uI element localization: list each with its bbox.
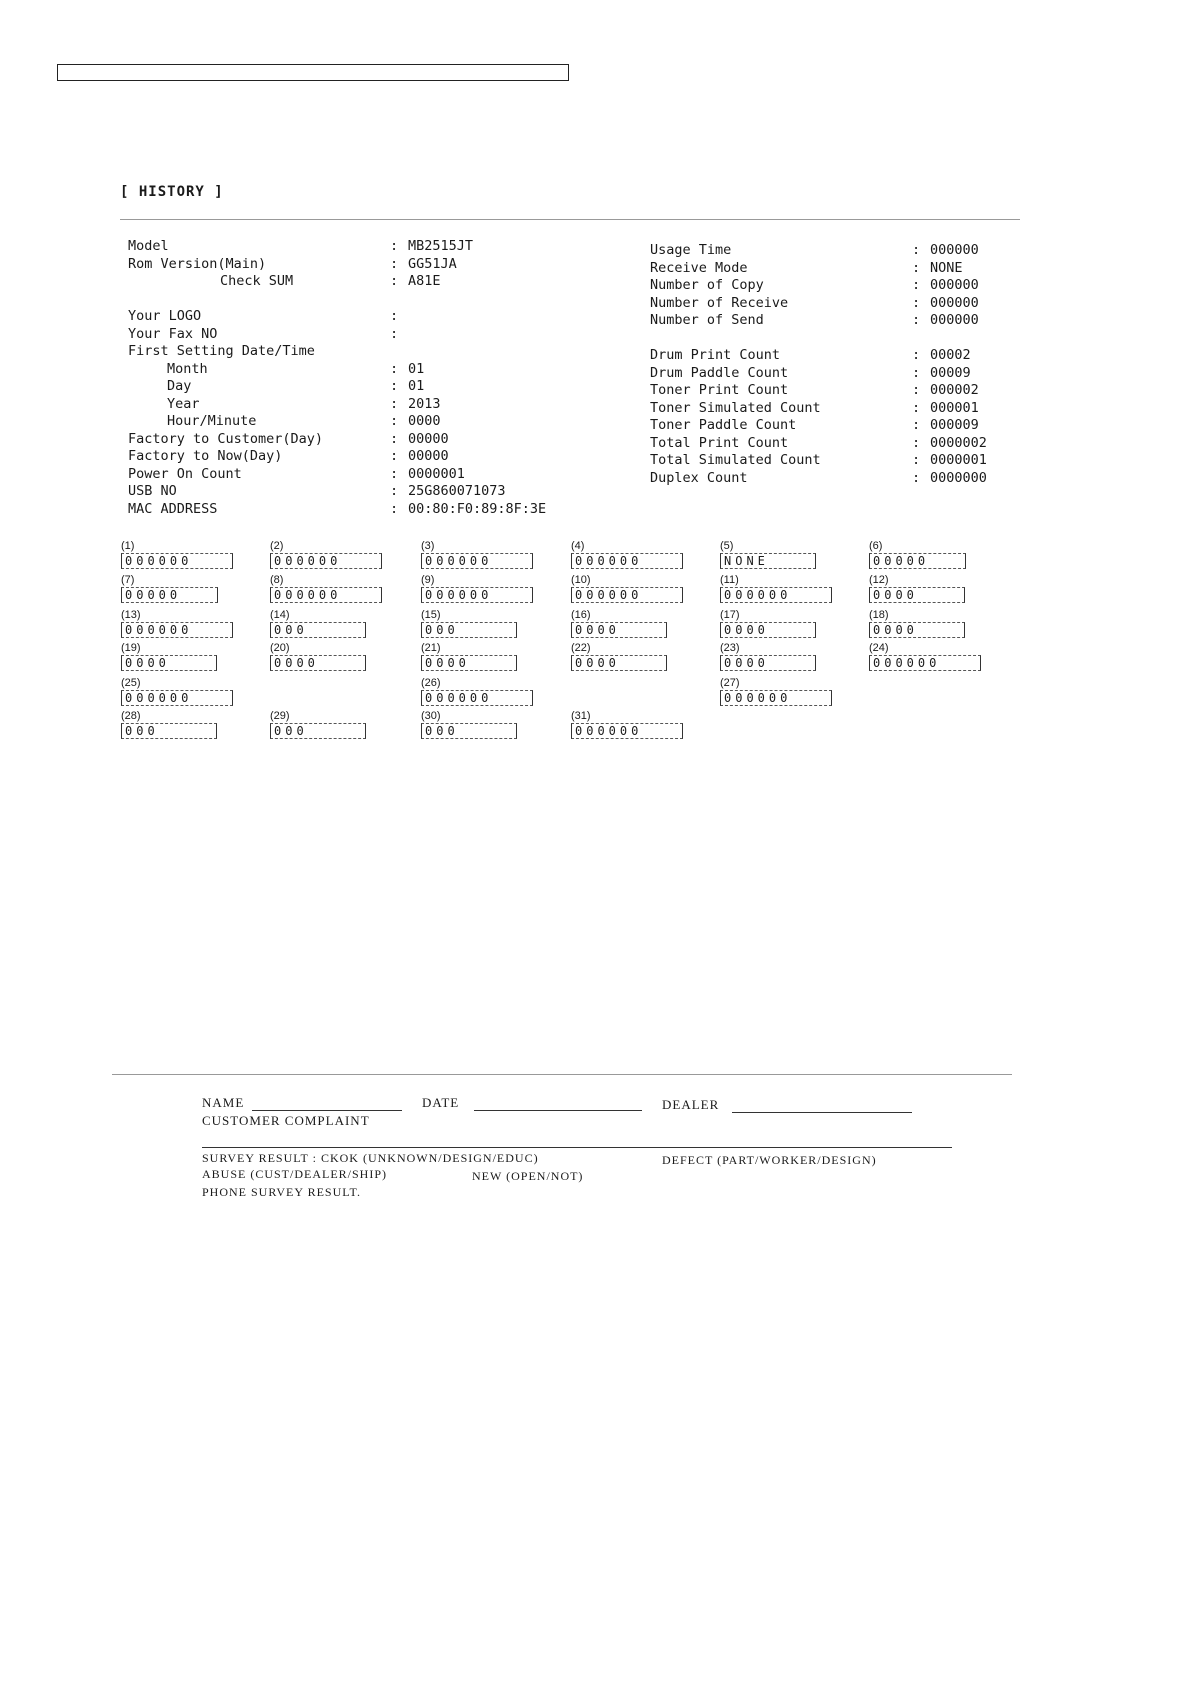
info-colon: : — [912, 294, 921, 311]
counter-cell-value: 00000 — [869, 553, 966, 569]
info-value: 0000 — [408, 413, 441, 429]
info-label: Usage Time — [650, 242, 732, 258]
counter-cell-value: 000000 — [571, 723, 683, 739]
dealer-label: DEALER — [662, 1097, 720, 1112]
info-colon: : — [912, 312, 921, 328]
counter-cell-label: (4) — [571, 540, 585, 552]
complaint-line — [202, 1147, 952, 1148]
counter-cell-value: 000000 — [121, 622, 233, 638]
info-label: Drum Print Count — [650, 347, 781, 363]
new-text: NEW (OPEN/NOT) — [472, 1169, 584, 1183]
info-colon: : — [912, 277, 921, 293]
info-colon: : — [390, 325, 399, 342]
defect-text: DEFECT (PART/WORKER/DESIGN) — [662, 1153, 877, 1167]
counter-cell-label: (26) — [421, 677, 441, 689]
counter-cell-label: (19) — [121, 642, 141, 654]
counter-cell-label: (16) — [571, 609, 591, 621]
info-colon: : — [912, 382, 921, 398]
top-divider — [120, 219, 1020, 220]
info-colon: : — [912, 417, 921, 433]
info-colon: : — [912, 347, 921, 363]
counter-cell-value: 000 — [121, 723, 217, 739]
info-colon: : — [912, 259, 921, 276]
counter-cell-value: 000000 — [571, 553, 683, 569]
info-label: Toner Paddle Count — [650, 417, 797, 433]
info-label: Receive Mode — [650, 259, 748, 276]
info-colon: : — [912, 364, 921, 381]
info-value: 00002 — [930, 347, 971, 363]
info-value: A81E — [408, 273, 441, 289]
info-value: 01 — [408, 378, 425, 394]
counter-cell-label: (31) — [571, 710, 591, 722]
counter-cell-label: (20) — [270, 642, 290, 654]
info-label: Factory to Now(Day) — [128, 448, 283, 464]
info-value: 01 — [408, 360, 425, 377]
info-value: 0000001 — [930, 452, 987, 468]
info-value: 0000001 — [408, 465, 465, 482]
info-colon: : — [390, 308, 399, 324]
counter-cell-label: (29) — [270, 710, 290, 722]
counter-cell-value: 0000 — [421, 655, 517, 671]
date-line — [474, 1110, 642, 1111]
counter-cell-value: 000 — [421, 622, 517, 638]
customer-complaint-label: CUSTOMER COMPLAINT — [202, 1113, 370, 1128]
counter-cell-label: (15) — [421, 609, 441, 621]
info-label: Hour/Minute — [167, 413, 257, 429]
counter-cell-label: (11) — [720, 574, 739, 586]
date-label: DATE — [422, 1095, 460, 1110]
info-colon: : — [390, 273, 399, 289]
info-colon: : — [390, 238, 399, 254]
info-colon: : — [390, 255, 399, 272]
counter-cell-value: 0000 — [720, 622, 816, 638]
counter-cell-value: 000000 — [270, 553, 382, 569]
info-label: Check SUM — [220, 273, 294, 289]
counter-cell-label: (10) — [571, 574, 591, 586]
counter-cell-label: (18) — [869, 609, 889, 621]
info-label: Number of Send — [650, 312, 764, 328]
info-label: Total Simulated Count — [650, 452, 821, 468]
info-label: MAC ADDRESS — [128, 500, 218, 517]
info-value: MB2515JT — [408, 238, 474, 254]
counter-cell-value: NONE — [720, 553, 816, 569]
info-label: Day — [167, 378, 192, 394]
info-label: Rom Version(Main) — [128, 255, 267, 272]
info-label: Duplex Count — [650, 469, 748, 486]
info-value: 00009 — [930, 364, 971, 381]
counter-cell-label: (1) — [121, 540, 135, 552]
info-label: Total Print Count — [650, 434, 789, 451]
counter-cell-value: 000000 — [571, 587, 683, 603]
bottom-divider — [112, 1074, 1012, 1075]
info-value: 0000002 — [930, 434, 987, 451]
info-label: Power On Count — [128, 465, 242, 482]
info-colon: : — [390, 448, 399, 464]
counter-cell-value: 000000 — [421, 587, 533, 603]
info-colon: : — [912, 434, 921, 451]
counter-cell-label: (24) — [869, 642, 889, 654]
info-value: 2013 — [408, 395, 441, 412]
header-box — [57, 64, 569, 81]
info-value: 000000 — [930, 294, 979, 311]
counter-cell-label: (12) — [869, 574, 889, 586]
counter-cell-label: (7) — [121, 574, 135, 586]
counter-cell-label: (30) — [421, 710, 441, 722]
counter-cell-value: 0000 — [121, 655, 217, 671]
counter-cell-value: 0000 — [869, 587, 965, 603]
name-line — [252, 1110, 402, 1111]
info-label: Factory to Customer(Day) — [128, 430, 324, 447]
abuse-text: ABUSE (CUST/DEALER/SHIP) — [202, 1167, 388, 1181]
counter-cell-value: 000000 — [121, 553, 233, 569]
info-colon: : — [390, 430, 399, 447]
info-value: 000001 — [930, 399, 979, 416]
counter-cell-label: (14) — [270, 609, 290, 621]
info-label: Toner Simulated Count — [650, 399, 821, 416]
info-label: Month — [167, 360, 208, 377]
counter-cell-value: 000000 — [720, 587, 832, 603]
counter-cell-value: 000000 — [869, 655, 981, 671]
counter-cell-label: (9) — [421, 574, 435, 586]
counter-cell-value: 0000 — [270, 655, 366, 671]
counter-cell-value: 000 — [270, 723, 366, 739]
info-label: Drum Paddle Count — [650, 364, 789, 381]
info-label: USB NO — [128, 483, 177, 499]
phone-survey-text: PHONE SURVEY RESULT. — [202, 1185, 361, 1199]
info-colon: : — [912, 452, 921, 468]
counter-cell-label: (8) — [270, 574, 284, 586]
counter-cell-label: (25) — [121, 677, 141, 689]
counter-cell-value: 0000 — [720, 655, 816, 671]
info-value: 00000 — [408, 430, 449, 447]
counter-cell-label: (13) — [121, 609, 141, 621]
info-colon: : — [390, 483, 399, 499]
info-value: 0000000 — [930, 469, 987, 486]
counter-cell-label: (27) — [720, 677, 740, 689]
survey-result-text: SURVEY RESULT : CKOK (UNKNOWN/DESIGN/EDUC) — [202, 1151, 539, 1165]
counter-cell-value: 000 — [270, 622, 366, 638]
counter-cell-value: 000000 — [270, 587, 382, 603]
info-value: NONE — [930, 259, 963, 276]
counter-cell-label: (2) — [270, 540, 284, 552]
info-colon: : — [390, 465, 399, 482]
info-value: 000000 — [930, 312, 979, 328]
info-value: 000002 — [930, 382, 979, 398]
counter-cell-value: 0000 — [869, 622, 965, 638]
counter-cell-label: (17) — [720, 609, 740, 621]
info-colon: : — [912, 242, 921, 258]
info-colon: : — [912, 399, 921, 416]
name-label: NAME — [202, 1095, 245, 1110]
info-label: First Setting Date/Time — [128, 343, 315, 359]
counter-cell-label: (22) — [571, 642, 591, 654]
info-label: Number of Copy — [650, 277, 764, 293]
info-colon: : — [390, 360, 399, 377]
info-label: Number of Receive — [650, 294, 789, 311]
counter-cell-label: (21) — [421, 642, 441, 654]
counter-cell-value: 000000 — [421, 553, 533, 569]
info-colon: : — [912, 469, 921, 486]
info-label: Year — [167, 395, 200, 412]
info-value: 00000 — [408, 448, 449, 464]
info-label: Model — [128, 238, 169, 254]
counter-cell-value: 000 — [421, 723, 517, 739]
counter-cell-label: (23) — [720, 642, 740, 654]
info-value: 000009 — [930, 417, 979, 433]
section-heading: [ HISTORY ] — [120, 184, 224, 200]
info-value: 00:80:F0:89:8F:3E — [408, 500, 547, 517]
counter-cell-label: (3) — [421, 540, 435, 552]
dealer-line — [732, 1112, 912, 1113]
counter-cell-label: (5) — [720, 540, 734, 552]
info-value: 000000 — [930, 242, 979, 258]
info-value: 25G860071073 — [408, 483, 506, 499]
info-colon: : — [390, 413, 399, 429]
info-value: GG51JA — [408, 255, 457, 272]
info-colon: : — [390, 500, 399, 517]
info-label: Your Fax NO — [128, 325, 218, 342]
counter-cell-value: 0000 — [571, 655, 667, 671]
counter-cell-value: 000000 — [121, 690, 233, 706]
counter-cell-label: (6) — [869, 540, 883, 552]
counter-cell-value: 00000 — [121, 587, 218, 603]
info-value: 000000 — [930, 277, 979, 293]
counter-cell-label: (28) — [121, 710, 141, 722]
info-label: Toner Print Count — [650, 382, 789, 398]
counter-cell-value: 0000 — [571, 622, 667, 638]
info-label: Your LOGO — [128, 308, 202, 324]
counter-cell-value: 000000 — [421, 690, 533, 706]
info-colon: : — [390, 378, 399, 394]
counter-cell-value: 000000 — [720, 690, 832, 706]
info-colon: : — [390, 395, 399, 412]
